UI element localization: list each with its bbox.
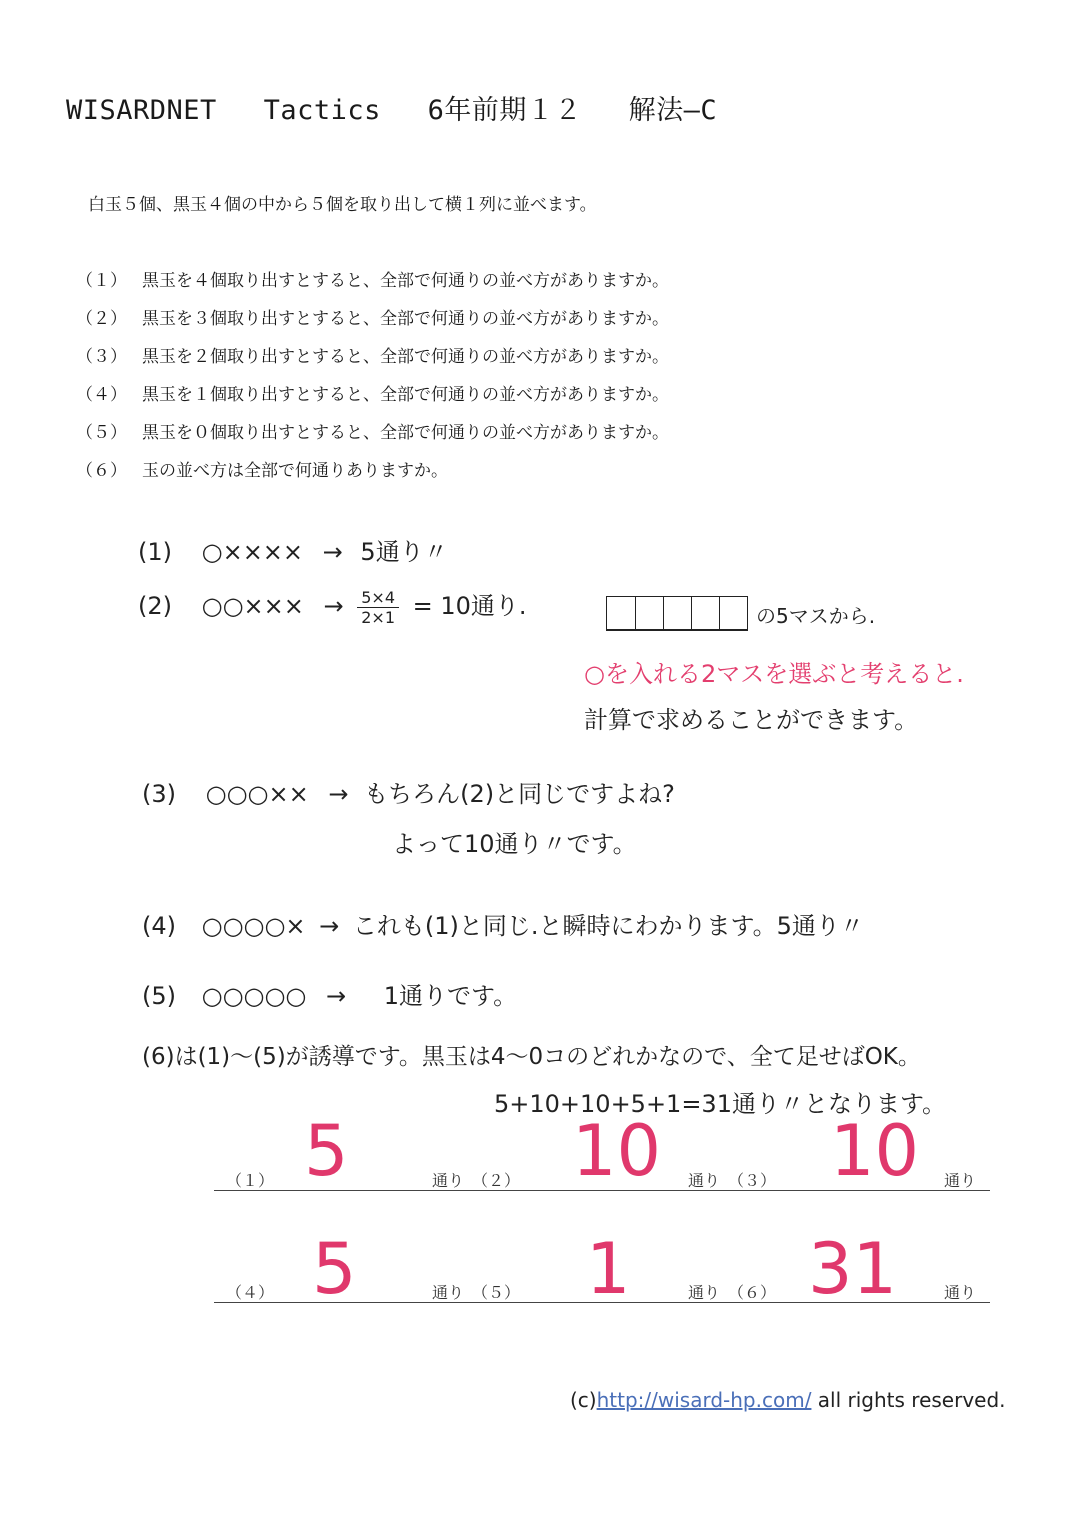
copyright-footer (570, 1388, 1006, 1412)
solution-note: 計算で求めることができます。 (584, 706, 919, 734)
solution-result: 5通り〃 (360, 538, 448, 566)
question-text: 黒玉を０個取り出すとすると、全部で何通りの並べ方がありますか。 (142, 423, 669, 443)
answer-value: 5 (304, 1110, 349, 1192)
answer-unit: 通り (944, 1171, 977, 1190)
arrow: → (322, 538, 343, 566)
solution-6-sum: 5+10+10+5+1=31通り〃となります。 (494, 1090, 947, 1118)
box-note: の5マスから. (756, 604, 876, 628)
copyright-prefix: (c) (570, 1388, 597, 1412)
question-number: （１） (76, 271, 127, 291)
solution-label: (5) (142, 982, 176, 1010)
solution-text: もちろん(2)と同じですよね? (364, 780, 675, 808)
arrow: → (326, 982, 347, 1010)
question-number: （４） (76, 385, 127, 405)
website-link[interactable]: http://wisard-hp.com/ (596, 1388, 812, 1412)
arrow: → (319, 912, 340, 940)
five-box-diagram (606, 596, 748, 631)
solution-label: (3) (142, 780, 176, 808)
answer-unit: 通り (688, 1283, 721, 1302)
solution-1 (138, 532, 448, 567)
answer-unit: 通り (432, 1171, 465, 1190)
page-header (66, 88, 747, 127)
fraction (357, 588, 399, 627)
answer-label: （５） (472, 1283, 521, 1302)
question-text: 黒玉を１個取り出すとすると、全部で何通りの並べ方がありますか。 (142, 385, 669, 405)
answer-unit: 通り (944, 1283, 977, 1302)
solution-label: (2) (138, 592, 172, 620)
red-note: ○を入れる2マスを選ぶと考えると. (584, 660, 964, 688)
brand-name: WISARDNET (66, 95, 217, 126)
answer-value: 5 (312, 1228, 357, 1310)
answer-label: （６） (728, 1283, 777, 1302)
answer-label: （２） (472, 1171, 521, 1190)
answer-value: 31 (808, 1228, 898, 1310)
solution-text: 1通りです。 (383, 982, 518, 1010)
question-number: （６） (76, 461, 127, 481)
solution-3-conclusion: よって10通り〃です。 (392, 830, 637, 858)
ball-pattern: ○○○×× (205, 780, 309, 808)
answer-label: （４） (226, 1283, 275, 1302)
solution-result: = 10通り. (412, 592, 527, 620)
series-name: Tactics (263, 95, 381, 126)
question-number: （５） (76, 423, 127, 443)
ball-pattern: ○○○○○ (201, 982, 307, 1010)
solution-label: (1) (138, 538, 172, 566)
question-text: 玉の並べ方は全部で何通りありますか。 (142, 461, 448, 481)
arrow: → (328, 780, 349, 808)
copyright-suffix: all rights reserved. (811, 1388, 1006, 1412)
solution-4 (142, 906, 864, 941)
ball-pattern: ○○○○× (201, 912, 306, 940)
question-number: （３） (76, 347, 127, 367)
solution-6: (6)は(1)～(5)が誘導です。黒玉は4～0コのどれかなので、全て足せばOK。 (142, 1044, 921, 1070)
unit-name: 6年前期１２ (427, 95, 582, 126)
fraction-denominator: 2×1 (361, 607, 396, 627)
solution-3 (142, 774, 675, 809)
solution-text: これも(1)と同じ.と瞬時にわかります。5通り〃 (352, 912, 864, 940)
ball-pattern: ○○××× (201, 592, 304, 620)
solution-5 (142, 976, 517, 1011)
solution-label: (4) (142, 912, 176, 940)
question-text: 黒玉を３個取り出すとすると、全部で何通りの並べ方がありますか。 (142, 309, 669, 329)
problem-intro: 白玉５個、黒玉４個の中から５個を取り出して横１列に並べます。 (88, 195, 597, 215)
question-text: 黒玉を４個取り出すとすると、全部で何通りの並べ方がありますか。 (142, 271, 669, 291)
answer-value: 10 (830, 1110, 920, 1192)
fraction-numerator: 5×4 (357, 588, 399, 608)
ball-pattern: ○×××× (201, 538, 304, 566)
arrow: → (323, 592, 344, 620)
question-number: （２） (76, 309, 127, 329)
answer-value: 1 (586, 1228, 631, 1310)
question-text: 黒玉を２個取り出すとすると、全部で何通りの並べ方がありますか。 (142, 347, 669, 367)
answer-label: （３） (728, 1171, 777, 1190)
answer-unit: 通り (432, 1283, 465, 1302)
answer-unit: 通り (688, 1171, 721, 1190)
answer-value: 10 (572, 1110, 662, 1192)
solution-2 (138, 586, 527, 627)
answer-label: （１） (226, 1171, 275, 1190)
section-name: 解法―C (628, 95, 718, 126)
